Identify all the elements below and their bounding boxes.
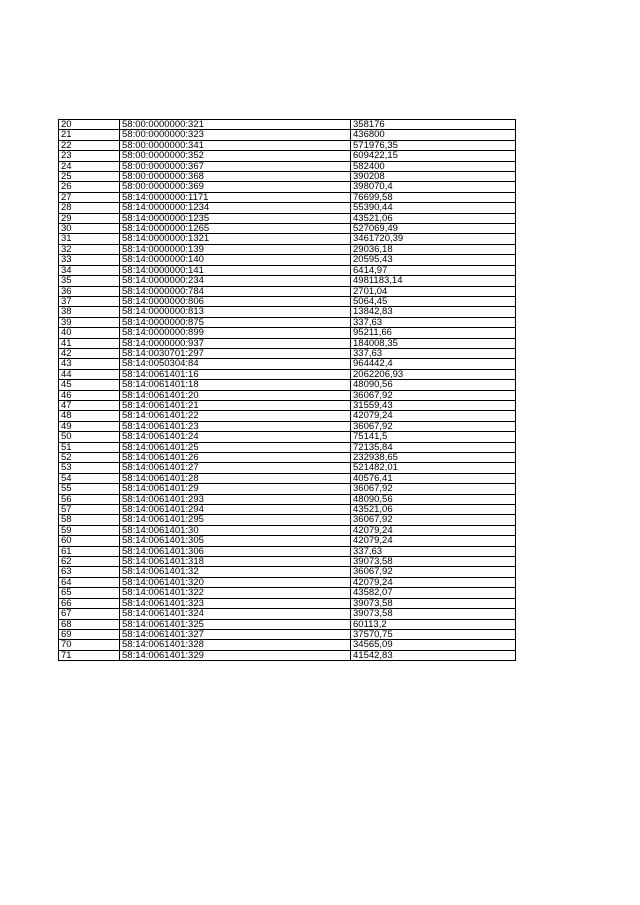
- value-cell: 29036,18: [351, 244, 516, 254]
- row-number-cell: 39: [59, 317, 120, 327]
- table-row: [59, 130, 516, 140]
- row-number-cell: 34: [59, 265, 120, 275]
- row-number-cell: 37: [59, 296, 120, 306]
- value-cell: 964442,4: [351, 359, 516, 369]
- table-row: [59, 525, 516, 535]
- value-cell: 75141,5: [351, 432, 516, 442]
- row-number-cell: 59: [59, 525, 120, 535]
- value-cell: 43521,06: [351, 505, 516, 515]
- value-cell: 42079,24: [351, 577, 516, 587]
- cadastral-number-cell: 58:14:0061401:329: [120, 650, 351, 660]
- cadastral-number-cell: 58:14:0000000:1265: [120, 224, 351, 234]
- table-row: [59, 224, 516, 234]
- row-number-cell: 47: [59, 400, 120, 410]
- cadastral-number-cell: 58:14:0000000:139: [120, 244, 351, 254]
- cadastral-number-cell: 58:00:0000000:369: [120, 182, 351, 192]
- row-number-cell: 49: [59, 421, 120, 431]
- table-row: [59, 338, 516, 348]
- table-row: [59, 265, 516, 275]
- table-row: [59, 390, 516, 400]
- value-cell: 55390,44: [351, 203, 516, 213]
- table-row: [59, 328, 516, 338]
- row-number-cell: 53: [59, 463, 120, 473]
- value-cell: 3461720,39: [351, 234, 516, 244]
- cadastral-number-cell: 58:14:0061401:305: [120, 536, 351, 546]
- value-cell: 609422,15: [351, 151, 516, 161]
- cadastral-number-cell: 58:14:0061401:27: [120, 463, 351, 473]
- row-number-cell: 33: [59, 255, 120, 265]
- cadastral-number-cell: 58:14:0000000:899: [120, 328, 351, 338]
- table-row: [59, 557, 516, 567]
- row-number-cell: 43: [59, 359, 120, 369]
- value-cell: 36067,92: [351, 484, 516, 494]
- table-row: [59, 484, 516, 494]
- row-number-cell: 48: [59, 411, 120, 421]
- value-cell: 43521,06: [351, 213, 516, 223]
- value-cell: 358176: [351, 120, 516, 130]
- table-row: [59, 203, 516, 213]
- cadastral-number-cell: 58:14:0061401:26: [120, 453, 351, 463]
- value-cell: 390208: [351, 172, 516, 182]
- table-row: [59, 598, 516, 608]
- cadastral-number-cell: 58:00:0000000:341: [120, 140, 351, 150]
- row-number-cell: 26: [59, 182, 120, 192]
- cadastral-number-cell: 58:14:0050304:84: [120, 359, 351, 369]
- table-row: [59, 286, 516, 296]
- value-cell: 436800: [351, 130, 516, 140]
- table-row: [59, 567, 516, 577]
- cadastral-number-cell: 58:14:0061401:23: [120, 421, 351, 431]
- table-row: [59, 463, 516, 473]
- row-number-cell: 69: [59, 629, 120, 639]
- row-number-cell: 71: [59, 650, 120, 660]
- value-cell: 40576,41: [351, 473, 516, 483]
- row-number-cell: 31: [59, 234, 120, 244]
- cadastral-number-cell: 58:14:0061401:29: [120, 484, 351, 494]
- value-cell: 36067,92: [351, 421, 516, 431]
- value-cell: 337,63: [351, 546, 516, 556]
- row-number-cell: 36: [59, 286, 120, 296]
- row-number-cell: 66: [59, 598, 120, 608]
- row-number-cell: 50: [59, 432, 120, 442]
- cadastral-number-cell: 58:14:0000000:875: [120, 317, 351, 327]
- table-row: [59, 120, 516, 130]
- table-row: [59, 172, 516, 182]
- table-row: [59, 609, 516, 619]
- value-cell: 72135,84: [351, 442, 516, 452]
- row-number-cell: 64: [59, 577, 120, 587]
- table-row: [59, 473, 516, 483]
- table-row: [59, 546, 516, 556]
- cadastral-number-cell: 58:14:0000000:937: [120, 338, 351, 348]
- row-number-cell: 21: [59, 130, 120, 140]
- table-row: [59, 515, 516, 525]
- row-number-cell: 29: [59, 213, 120, 223]
- row-number-cell: 70: [59, 640, 120, 650]
- table-row: [59, 151, 516, 161]
- cadastral-number-cell: 58:14:0000000:234: [120, 276, 351, 286]
- row-number-cell: 45: [59, 380, 120, 390]
- cadastral-number-cell: 58:14:0061401:293: [120, 494, 351, 504]
- cadastral-number-cell: 58:14:0000000:806: [120, 296, 351, 306]
- row-number-cell: 24: [59, 161, 120, 171]
- cadastral-number-cell: 58:14:0061401:16: [120, 369, 351, 379]
- table-row: [59, 619, 516, 629]
- row-number-cell: 67: [59, 609, 120, 619]
- cadastral-number-cell: 58:14:0000000:1171: [120, 192, 351, 202]
- cadastral-number-cell: 58:14:0061401:24: [120, 432, 351, 442]
- value-cell: 36067,92: [351, 390, 516, 400]
- value-cell: 4981183,14: [351, 276, 516, 286]
- value-cell: 39073,58: [351, 609, 516, 619]
- table-row: [59, 650, 516, 660]
- cadastral-number-cell: 58:14:0061401:323: [120, 598, 351, 608]
- value-cell: 2701,04: [351, 286, 516, 296]
- value-cell: 34565,09: [351, 640, 516, 650]
- row-number-cell: 23: [59, 151, 120, 161]
- row-number-cell: 51: [59, 442, 120, 452]
- table-row: [59, 296, 516, 306]
- row-number-cell: 63: [59, 567, 120, 577]
- table-row: [59, 400, 516, 410]
- table-row: [59, 307, 516, 317]
- table-row: [59, 161, 516, 171]
- cadastral-number-cell: 58:14:0061401:325: [120, 619, 351, 629]
- table-row: [59, 359, 516, 369]
- table-row: [59, 369, 516, 379]
- row-number-cell: 68: [59, 619, 120, 629]
- row-number-cell: 20: [59, 120, 120, 130]
- row-number-cell: 55: [59, 484, 120, 494]
- cadastral-number-cell: 58:14:0061401:306: [120, 546, 351, 556]
- cadastral-number-cell: 58:00:0000000:367: [120, 161, 351, 171]
- value-cell: 13842,83: [351, 307, 516, 317]
- value-cell: 582400: [351, 161, 516, 171]
- table-row: [59, 505, 516, 515]
- cadastral-number-cell: 58:14:0061401:318: [120, 557, 351, 567]
- value-cell: 36067,92: [351, 515, 516, 525]
- row-number-cell: 30: [59, 224, 120, 234]
- row-number-cell: 46: [59, 390, 120, 400]
- table-row: [59, 182, 516, 192]
- value-cell: 184008,35: [351, 338, 516, 348]
- value-cell: 527069,49: [351, 224, 516, 234]
- cadastral-number-cell: 58:14:0000000:141: [120, 265, 351, 275]
- value-cell: 41542,83: [351, 650, 516, 660]
- cadastral-number-cell: 58:14:0000000:140: [120, 255, 351, 265]
- row-number-cell: 28: [59, 203, 120, 213]
- table-row: [59, 234, 516, 244]
- row-number-cell: 25: [59, 172, 120, 182]
- value-cell: 39073,58: [351, 557, 516, 567]
- value-cell: 39073,58: [351, 598, 516, 608]
- cadastral-number-cell: 58:14:0061401:324: [120, 609, 351, 619]
- cadastral-value-table: [58, 119, 516, 661]
- cadastral-number-cell: 58:14:0061401:18: [120, 380, 351, 390]
- row-number-cell: 41: [59, 338, 120, 348]
- value-cell: 95211,66: [351, 328, 516, 338]
- cadastral-number-cell: 58:14:0061401:32: [120, 567, 351, 577]
- cadastral-number-cell: 58:14:0061401:22: [120, 411, 351, 421]
- table-row: [59, 588, 516, 598]
- table-body: [59, 120, 516, 661]
- cadastral-number-cell: 58:14:0061401:20: [120, 390, 351, 400]
- row-number-cell: 44: [59, 369, 120, 379]
- cadastral-number-cell: 58:14:0061401:30: [120, 525, 351, 535]
- table-row: [59, 629, 516, 639]
- table-row: [59, 411, 516, 421]
- row-number-cell: 58: [59, 515, 120, 525]
- table-row: [59, 213, 516, 223]
- value-cell: 337,63: [351, 348, 516, 358]
- value-cell: 37570,75: [351, 629, 516, 639]
- row-number-cell: 35: [59, 276, 120, 286]
- row-number-cell: 22: [59, 140, 120, 150]
- row-number-cell: 54: [59, 473, 120, 483]
- cadastral-number-cell: 58:14:0000000:784: [120, 286, 351, 296]
- value-cell: 521482,01: [351, 463, 516, 473]
- row-number-cell: 57: [59, 505, 120, 515]
- table-row: [59, 276, 516, 286]
- cadastral-number-cell: 58:14:0061401:320: [120, 577, 351, 587]
- value-cell: 2062206,93: [351, 369, 516, 379]
- table-row: [59, 317, 516, 327]
- row-number-cell: 62: [59, 557, 120, 567]
- value-cell: 5064,45: [351, 296, 516, 306]
- table-row: [59, 536, 516, 546]
- cadastral-number-cell: 58:14:0061401:295: [120, 515, 351, 525]
- cadastral-number-cell: 58:14:0000000:813: [120, 307, 351, 317]
- table-row: [59, 348, 516, 358]
- cadastral-number-cell: 58:14:0000000:1321: [120, 234, 351, 244]
- table-row: [59, 380, 516, 390]
- value-cell: 48090,56: [351, 380, 516, 390]
- cadastral-number-cell: 58:00:0000000:323: [120, 130, 351, 140]
- value-cell: 60113,2: [351, 619, 516, 629]
- value-cell: 571976,35: [351, 140, 516, 150]
- table-row: [59, 442, 516, 452]
- cadastral-number-cell: 58:14:0061401:28: [120, 473, 351, 483]
- table-row: [59, 244, 516, 254]
- table-row: [59, 421, 516, 431]
- table-row: [59, 432, 516, 442]
- cadastral-number-cell: 58:00:0000000:352: [120, 151, 351, 161]
- row-number-cell: 38: [59, 307, 120, 317]
- value-cell: 42079,24: [351, 536, 516, 546]
- table-row: [59, 453, 516, 463]
- table-row: [59, 255, 516, 265]
- table-row: [59, 140, 516, 150]
- cadastral-number-cell: 58:14:0061401:294: [120, 505, 351, 515]
- row-number-cell: 27: [59, 192, 120, 202]
- value-cell: 76699,58: [351, 192, 516, 202]
- row-number-cell: 42: [59, 348, 120, 358]
- cadastral-number-cell: 58:14:0061401:25: [120, 442, 351, 452]
- value-cell: 20595,43: [351, 255, 516, 265]
- value-cell: 6414,97: [351, 265, 516, 275]
- cadastral-number-cell: 58:14:0061401:322: [120, 588, 351, 598]
- row-number-cell: 61: [59, 546, 120, 556]
- row-number-cell: 52: [59, 453, 120, 463]
- table-row: [59, 192, 516, 202]
- table-row: [59, 494, 516, 504]
- cadastral-number-cell: 58:00:0000000:321: [120, 120, 351, 130]
- row-number-cell: 32: [59, 244, 120, 254]
- cadastral-number-cell: 58:14:0000000:1235: [120, 213, 351, 223]
- value-cell: 398070,4: [351, 182, 516, 192]
- table-row: [59, 577, 516, 587]
- value-cell: 31559,43: [351, 400, 516, 410]
- cadastral-number-cell: 58:14:0061401:21: [120, 400, 351, 410]
- value-cell: 36067,92: [351, 567, 516, 577]
- value-cell: 337,63: [351, 317, 516, 327]
- row-number-cell: 40: [59, 328, 120, 338]
- table-row: [59, 640, 516, 650]
- value-cell: 43582,07: [351, 588, 516, 598]
- value-cell: 48090,56: [351, 494, 516, 504]
- cadastral-number-cell: 58:14:0000000:1234: [120, 203, 351, 213]
- value-cell: 232938,65: [351, 453, 516, 463]
- value-cell: 42079,24: [351, 411, 516, 421]
- row-number-cell: 56: [59, 494, 120, 504]
- cadastral-number-cell: 58:14:0061401:327: [120, 629, 351, 639]
- cadastral-number-cell: 58:14:0061401:328: [120, 640, 351, 650]
- value-cell: 42079,24: [351, 525, 516, 535]
- row-number-cell: 60: [59, 536, 120, 546]
- cadastral-number-cell: 58:14:0030701:297: [120, 348, 351, 358]
- cadastral-number-cell: 58:00:0000000:368: [120, 172, 351, 182]
- row-number-cell: 65: [59, 588, 120, 598]
